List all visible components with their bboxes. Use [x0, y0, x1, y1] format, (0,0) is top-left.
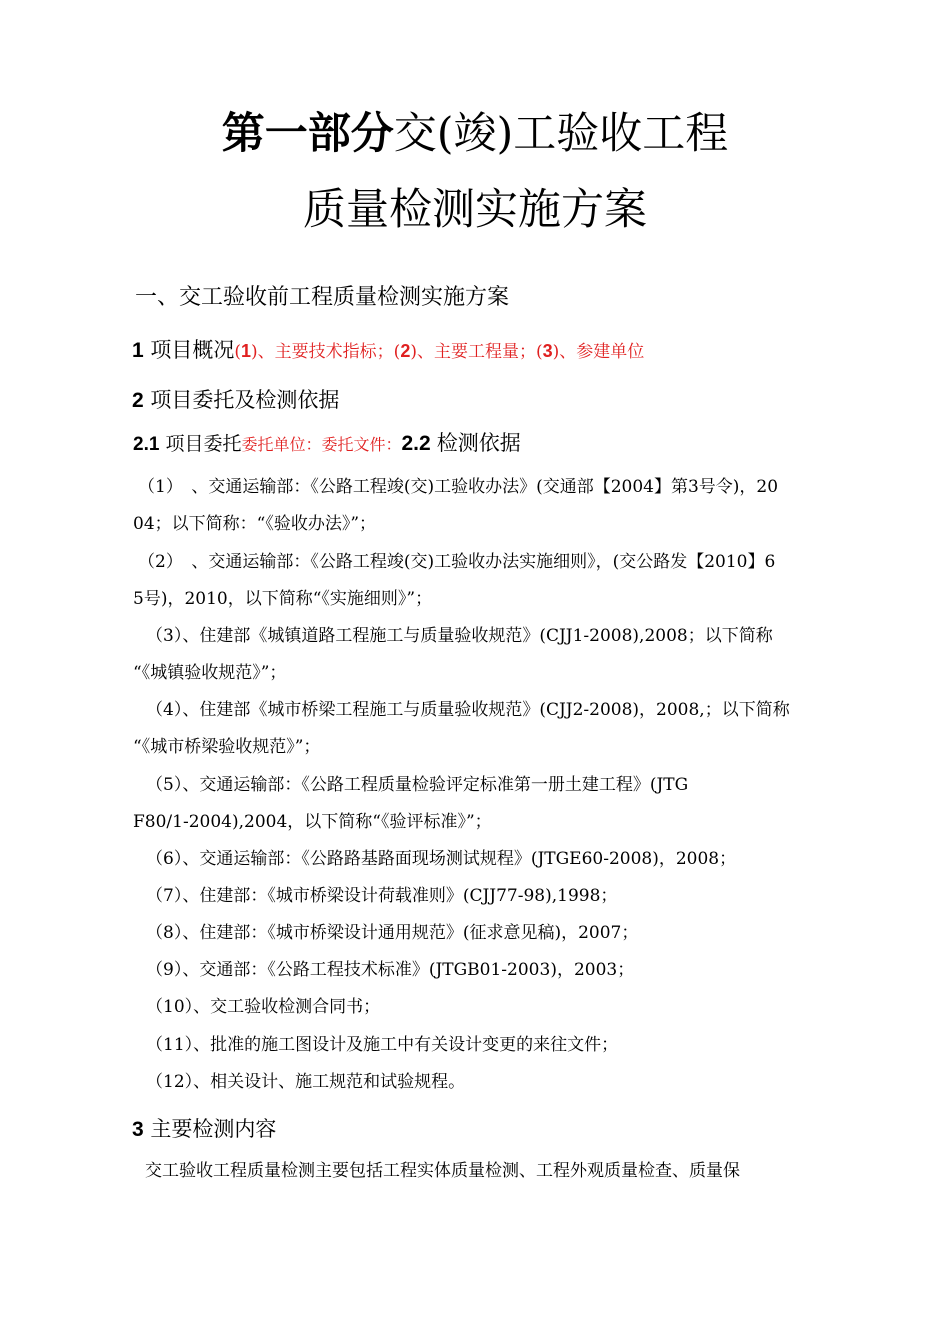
note-number: 1	[241, 341, 252, 361]
paren: (	[535, 342, 543, 362]
heading-item-1	[132, 335, 644, 367]
body-paragraph: 交工验收工程质量检测主要包括工程实体质量检测、工程外观质量检查、质量保	[145, 1161, 740, 1181]
basis-item-5-line1: （5）、交通运输部：《公路工程质量检验评定标准第一册土建工程》(JTG	[146, 775, 689, 795]
heading-number: 2.1	[133, 434, 160, 455]
basis-item-4-line2: “《城市桥梁验收规范》”；	[133, 737, 321, 757]
basis-item-12: （12）、相关设计、施工规范和试验规程。	[146, 1072, 466, 1092]
basis-item-2-line2: 5号)，2010，以下简称“《实施细则》”；	[133, 589, 433, 609]
basis-item-5-line2: F80/1-2004),2004，以下简称“《验评标准》”；	[133, 812, 492, 832]
note-number: 2	[400, 341, 411, 361]
paren: (	[234, 342, 242, 362]
heading-label: 项目委托及检测依据	[150, 388, 340, 412]
section-heading-1: 一、交工验收前工程质量检测实施方案	[135, 285, 510, 310]
heading-number: 2	[132, 389, 144, 412]
basis-item-2-line1: （2） 、交通运输部：《公路工程竣(交)工验收办法实施细则》，(交公路发【2010】6	[138, 552, 776, 572]
heading-label: 项目委托	[165, 433, 242, 455]
basis-item-9: （9）、交通部：《公路工程技术标准》(JTGB01-2003)，2003；	[146, 960, 635, 980]
basis-item-3-line2: “《城镇验收规范》”；	[133, 663, 287, 683]
basis-item-8: （8）、住建部：《城市桥梁设计通用规范》(征求意见稿)，2007；	[146, 923, 639, 943]
heading-item-2-1	[133, 429, 521, 459]
basis-item-6: （6）、交通运输部：《公路路基路面现场测试规程》(JTGE60-2008)，2008；	[146, 849, 737, 869]
title-part-label: 第一部分	[221, 109, 394, 159]
paren: (	[393, 342, 401, 362]
heading-number: 2.2	[401, 432, 431, 455]
overview-notes	[234, 342, 644, 362]
basis-item-3-line1: （3）、住建部《城镇道路工程施工与质量验收规范》(CJJ1-2008),2008；以下简称	[146, 626, 773, 646]
note-text: )、参建单位	[552, 342, 645, 362]
basis-item-10: （10）、交工验收检测合同书；	[146, 997, 381, 1017]
basis-item-1-line2: 04；以下简称：“《验收办法》”；	[133, 514, 377, 534]
title-line1-rest: 交(竣)工验收工程	[393, 109, 729, 159]
basis-item-1-line1: （1） 、交通运输部：《公路工程竣(交)工验收办法》(交通部【2004】第3号令)，20	[138, 477, 779, 497]
document-title-line1	[0, 106, 950, 162]
heading-item-3	[132, 1114, 276, 1145]
document-title-line2: 质量检测实施方案	[303, 185, 647, 235]
heading-item-2	[132, 385, 339, 416]
heading-number: 1	[132, 339, 144, 362]
heading-label: 主要检测内容	[150, 1117, 277, 1141]
note-text: )、主要技术指标；	[251, 342, 394, 362]
heading-label: 检测依据	[436, 431, 521, 455]
basis-item-7: （7）、住建部：《城市桥梁设计荷载准则》(CJJ77-98),1998；	[146, 886, 618, 906]
commission-notes: 委托单位：委托文件：	[241, 435, 402, 454]
note-text: )、主要工程量；	[410, 342, 536, 362]
note-number: 3	[542, 341, 553, 361]
heading-number: 3	[132, 1118, 144, 1141]
basis-item-11: （11）、批准的施工图设计及施工中有关设计变更的来往文件；	[146, 1035, 619, 1055]
heading-label: 项目概况	[150, 338, 235, 362]
basis-item-4-line1: （4）、住建部《城市桥梁工程施工与质量验收规范》(CJJ2-2008)，2008,；以下简称	[146, 700, 790, 720]
